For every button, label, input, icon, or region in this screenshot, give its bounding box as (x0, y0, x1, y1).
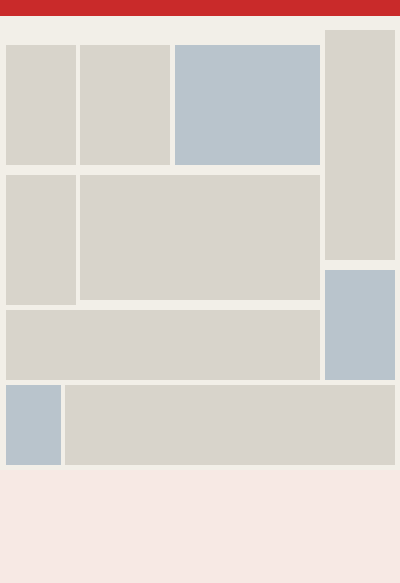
article-block (80, 175, 320, 300)
column-block (6, 45, 76, 165)
column-block (80, 45, 170, 165)
photo (6, 385, 61, 465)
footer-banner (0, 470, 400, 583)
article-block (65, 385, 395, 465)
masthead-bar (0, 0, 400, 16)
photo (325, 270, 395, 380)
article-block (6, 310, 320, 380)
photo (175, 45, 320, 165)
column-block (325, 30, 395, 260)
column-block (6, 175, 76, 305)
